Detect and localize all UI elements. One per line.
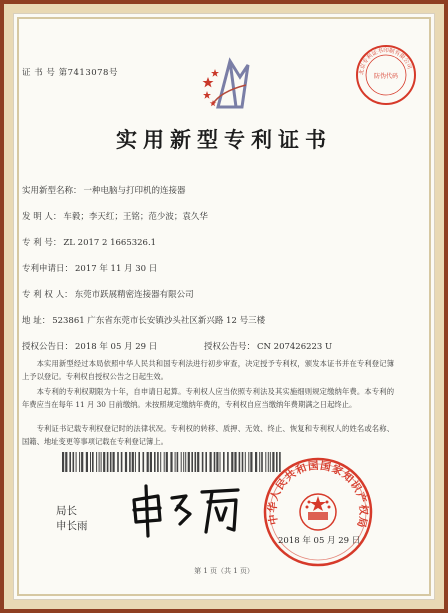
barcode-bar [197,452,199,472]
barcode-bar [185,452,186,472]
row-patent-no [22,236,156,248]
barcode-bar [214,452,216,472]
barcode-bar [170,452,172,472]
row-inventor [22,210,208,222]
barcode-bar [223,452,225,472]
patent-no-value: ZL 2017 2 1665326.1 [63,238,157,248]
barcode-bar [227,452,229,472]
holder-label: 专 利 权 人： [22,290,73,300]
small-security-seal [355,44,417,106]
holder-value: 东莞市跃展精密连接器有限公司 [74,290,194,300]
barcode-bar [195,452,197,472]
paragraph-1: 本实用新型经过本局依照中华人民共和国专利法进行初步审查，决定授予专利权，颁发本证书并在专利登记簿上予以登记。专利权自授权公告之日起生效。 [22,359,394,381]
small-seal-center: 防伪代码 [373,73,399,80]
barcode-bar [250,452,252,472]
address-label: 地 址： [22,316,51,326]
grant-date-value: 2018 年 05 月 29 日 [75,342,158,352]
paragraph-2: 本专利的专利权期限为十年，自申请日起算。专利权人应当依照专利法及其实施细则规定缴纳年费。本专利的年费应当在每年 11 月 30 日前缴纳。未按照规定缴纳年费的，专利权自应当缴纳年费期满之日起终止。 [22,387,394,409]
official-seal [262,456,374,568]
barcode-bar [110,452,112,472]
barcode-bar [107,452,109,472]
barcode-bar [248,452,249,472]
barcode-bar [177,452,179,472]
barcode [62,452,282,472]
barcode-bar [175,452,176,472]
patent-office-logo-icon [200,55,256,113]
filing-date-value: 2017 年 11 月 30 日 [75,264,158,274]
inventor-value: 车毅；李天红；王铭；范少波；袁久华 [63,212,208,222]
barcode-bar [220,452,221,472]
paragraph-3: 专利证书记载专利权登记时的法律状况。专利权的转移、质押、无效、终止、恢复和专利权人的姓名或名称、国籍、地址变更等事项记载在专利登记簿上。 [22,424,394,446]
filing-date-label: 专利申请日： [22,264,74,274]
certificate-title: 实用新型专利证书 [116,127,332,152]
barcode-bar [191,452,193,472]
grant-date-label: 授权公告日： [22,342,74,352]
barcode-bar [157,452,159,472]
barcode-bar [147,452,149,472]
barcode-bar [135,452,136,472]
barcode-bar [231,452,233,472]
director-title: 局长 [56,505,77,517]
barcode-bar [234,452,236,472]
barcode-bar [160,452,161,472]
grant-no-label: 授权公告号： [204,342,256,352]
barcode-bar [62,452,64,472]
barcode-bar [96,452,97,472]
barcode-bar [125,452,127,472]
barcode-bar [129,452,131,472]
barcode-bar [150,452,152,472]
barcode-bar [202,452,204,472]
barcode-bar [255,452,257,472]
barcode-bar [143,452,145,472]
barcode-bar [76,452,77,472]
barcode-bar [210,452,212,472]
row-grant [22,340,332,352]
director-name: 申长雨 [56,520,88,532]
barcode-bar [73,452,75,472]
barcode-bar [99,452,100,472]
patent-no-label: 专 利 号： [22,238,62,248]
page-number: 第 1 页（共 1 页） [194,567,254,575]
signature-image [128,480,244,540]
barcode-bar [103,452,105,472]
barcode-bar [69,452,71,472]
name-value: 一种电脑与打印机的连接器 [83,186,186,196]
barcode-bar [90,452,91,472]
barcode-bar [154,452,156,472]
barcode-bar [188,452,190,472]
barcode-bar [81,452,83,472]
barcode-bar [216,452,218,472]
small-seal-text: 北京专利证书印制有限公司 [358,47,413,76]
address-value: 523861 广东省东莞市长安镇沙头社区新兴路 12 号三楼 [52,316,266,326]
barcode-bar [239,452,241,472]
barcode-bar [138,452,140,472]
inventor-label: 发 明 人： [22,212,62,222]
seal-text: 中华人民共和国国家知识产权局 [266,459,370,530]
barcode-bar [166,452,168,472]
row-address [22,314,265,326]
barcode-bar [245,452,246,472]
barcode-bar [205,452,207,472]
barcode-bar [117,452,119,472]
barcode-bar [65,452,67,472]
row-holder [22,288,194,300]
barcode-bar [181,452,182,472]
barcode-bar [259,452,260,472]
barcode-bar [79,452,80,472]
certificate-number: 证 书 号 第7413078号 [22,68,118,78]
national-emblem-icon [300,494,336,530]
grant-no-value: CN 207426223 U [257,342,333,352]
barcode-bar [164,452,165,472]
barcode-bar [242,452,244,472]
barcode-bar [101,452,102,472]
barcode-bar [183,452,184,472]
row-name [22,184,186,196]
barcode-bar [132,452,134,472]
barcode-bar [86,452,88,472]
name-label: 实用新型名称： [22,186,82,196]
seal-date: 2018 年 05 月 29 日 [278,536,361,546]
barcode-bar [92,452,94,472]
row-filing-date [22,262,157,274]
barcode-bar [113,452,115,472]
barcode-bar [121,452,123,472]
